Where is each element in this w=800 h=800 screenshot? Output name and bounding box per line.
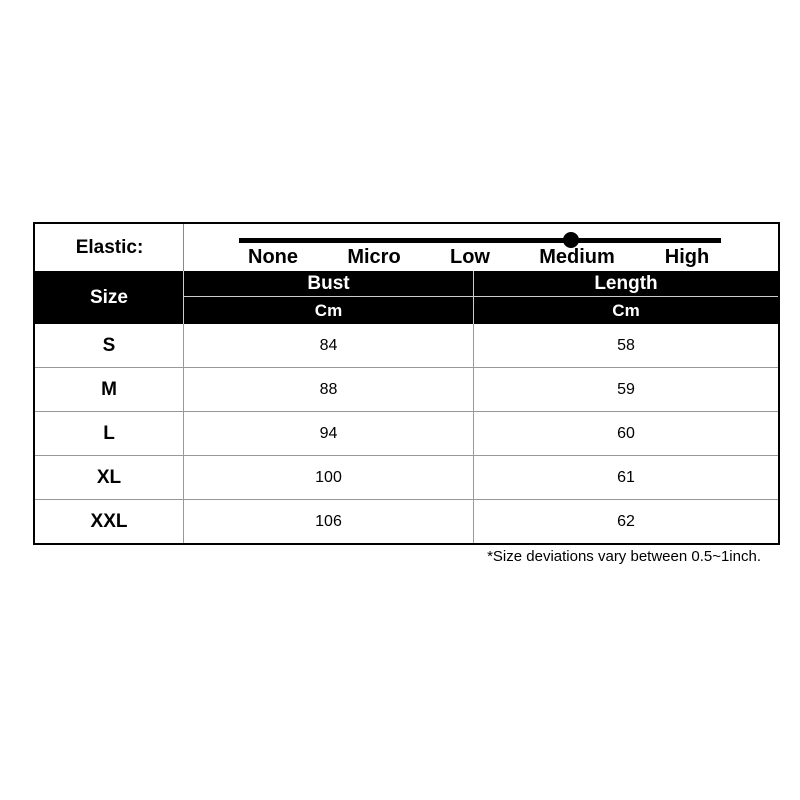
row-length: 61	[617, 469, 635, 486]
row-size: XL	[96, 467, 122, 488]
size-chart-table	[33, 222, 780, 545]
row-bust: 84	[319, 337, 338, 354]
header-bust-unit: Cm	[314, 300, 343, 320]
elastic-level-medium: Medium	[539, 246, 615, 268]
elastic-scale	[184, 224, 778, 271]
table-body	[35, 324, 778, 543]
elastic-label: Elastic:	[75, 236, 144, 258]
header-bust: Bust	[307, 272, 350, 294]
row-bust: 100	[315, 469, 342, 486]
row-size: M	[101, 379, 117, 400]
row-length: 59	[617, 381, 635, 398]
row-bust: 106	[315, 512, 342, 530]
header-length-unit: Cm	[612, 300, 640, 320]
row-bust: 94	[319, 425, 338, 442]
row-length: 58	[617, 337, 635, 354]
row-bust: 88	[319, 381, 338, 398]
table-header	[35, 271, 778, 324]
elastic-scale-bar	[239, 238, 721, 243]
row-size: S	[102, 335, 116, 356]
row-size: XXL	[90, 510, 128, 532]
elastic-level-high: High	[664, 246, 710, 268]
elastic-level-micro: Micro	[347, 246, 401, 268]
elastic-level-none: None	[248, 246, 298, 268]
row-length: 62	[617, 512, 635, 530]
header-size: Size	[89, 286, 129, 308]
elastic-level-low: Low	[450, 246, 490, 268]
row-length: 60	[617, 425, 635, 442]
footnote: *Size deviations vary between 0.5~1inch.	[487, 548, 761, 565]
header-length: Length	[594, 272, 658, 294]
row-size: L	[103, 423, 115, 444]
